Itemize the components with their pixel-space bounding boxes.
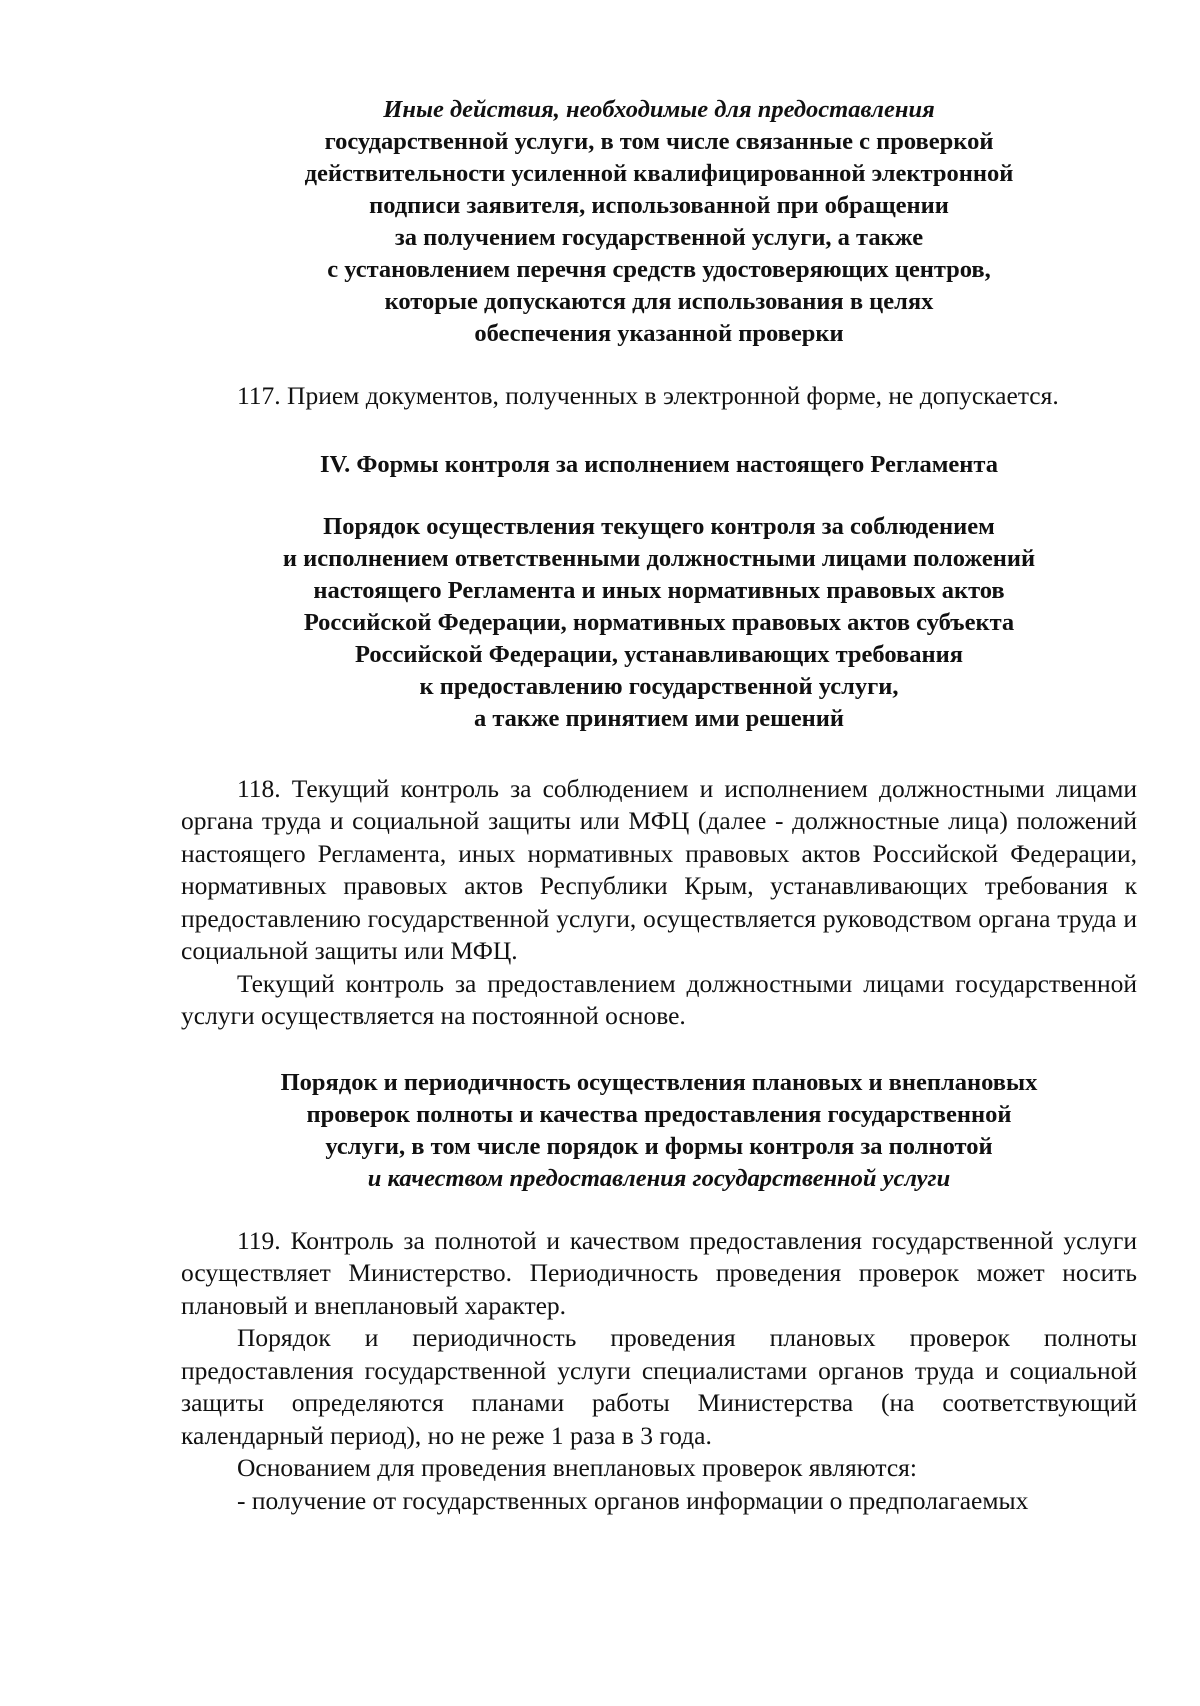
heading-line: действительности усиленной квалифицированной электронной (304, 160, 1014, 187)
heading-line: и исполнением ответственными должностными лицами положений (282, 544, 1036, 572)
heading-line: Иные действия, необходимые для предоставления (383, 96, 935, 123)
paragraph-119-grounds: Основанием для проведения внеплановых проверок являются: (237, 1453, 917, 1482)
heading-line: государственной услуги, в том числе связанные с проверкой (324, 128, 994, 155)
paragraph-117: 117. Прием документов, полученных в электронной форме, не допускается. (237, 381, 1059, 410)
heading-line: обеспечения указанной проверки (474, 320, 844, 347)
section-heading-inspections (181, 1067, 1137, 1195)
heading-line: Порядок и периодичность осуществления плановых и внеплановых (280, 1068, 1038, 1096)
heading-line: проверок полноты и качества предоставления государственной (306, 1100, 1012, 1128)
section-heading-other-actions (181, 94, 1137, 350)
heading-line: IV. Формы контроля за исполнением настоящего Регламента (320, 450, 998, 478)
heading-line: и качеством предоставления государственной услуги (367, 1164, 951, 1192)
heading-line: Российской Федерации, устанавливающих требования (355, 640, 963, 668)
paragraph-118: 118. Текущий контроль за соблюдением и исполнением должностными лицами органа труда и социальной защиты или МФЦ (далее - должностные лица) положений настоящего Регламента, иных нормативных правовых актов Российской Федерации, нормативных правовых актов Республики Крым, устанавливающих требования к предоставлению государственной услуги, осуществляется руководством органа труда и социальной защиты или МФЦ. (181, 773, 1137, 965)
heading-line: которые допускаются для использования в целях (384, 288, 934, 315)
document-page (181, 94, 1137, 1517)
heading-line: Порядок осуществления текущего контроля за соблюдением (323, 512, 995, 540)
paragraph-119-schedule: Порядок и периодичность проведения плановых проверок полноты предоставления государственной услуги специалистами органов труда и социальной защиты определяются планами работы Министерства (на соответствующий календарный период), но не реже 1 раза в 3 года. (181, 1323, 1137, 1450)
heading-line: настоящего Регламента и иных нормативных правовых актов (313, 576, 1005, 604)
paragraph-119-list-item: - получение от государственных органов информации о предполагаемых (237, 1485, 1029, 1515)
heading-line: за получением государственной услуги, а также (394, 224, 924, 251)
heading-line: Российской Федерации, нормативных правовых актов субъекта (303, 608, 1015, 636)
section-heading-current-control (181, 511, 1137, 735)
paragraph-119: 119. Контроль за полнотой и качеством предоставления государственной услуги осуществляет Министерство. Периодичность проведения проверок может носить плановый и внеплановый характер. (181, 1225, 1137, 1320)
paragraph-118-continued: Текущий контроль за предоставлением должностными лицами государственной услуги осуществляется на постоянной основе. (181, 968, 1137, 1030)
heading-line: а также принятием ими решений (473, 704, 845, 732)
heading-line: подписи заявителя, использованной при обращении (369, 192, 949, 219)
chapter-heading-iv (181, 449, 1137, 481)
heading-line: с установлением перечня средств удостоверяющих центров, (327, 256, 991, 283)
heading-line: услуги, в том числе порядок и формы контроля за полнотой (325, 1132, 993, 1160)
heading-line: к предоставлению государственной услуги, (419, 672, 899, 700)
